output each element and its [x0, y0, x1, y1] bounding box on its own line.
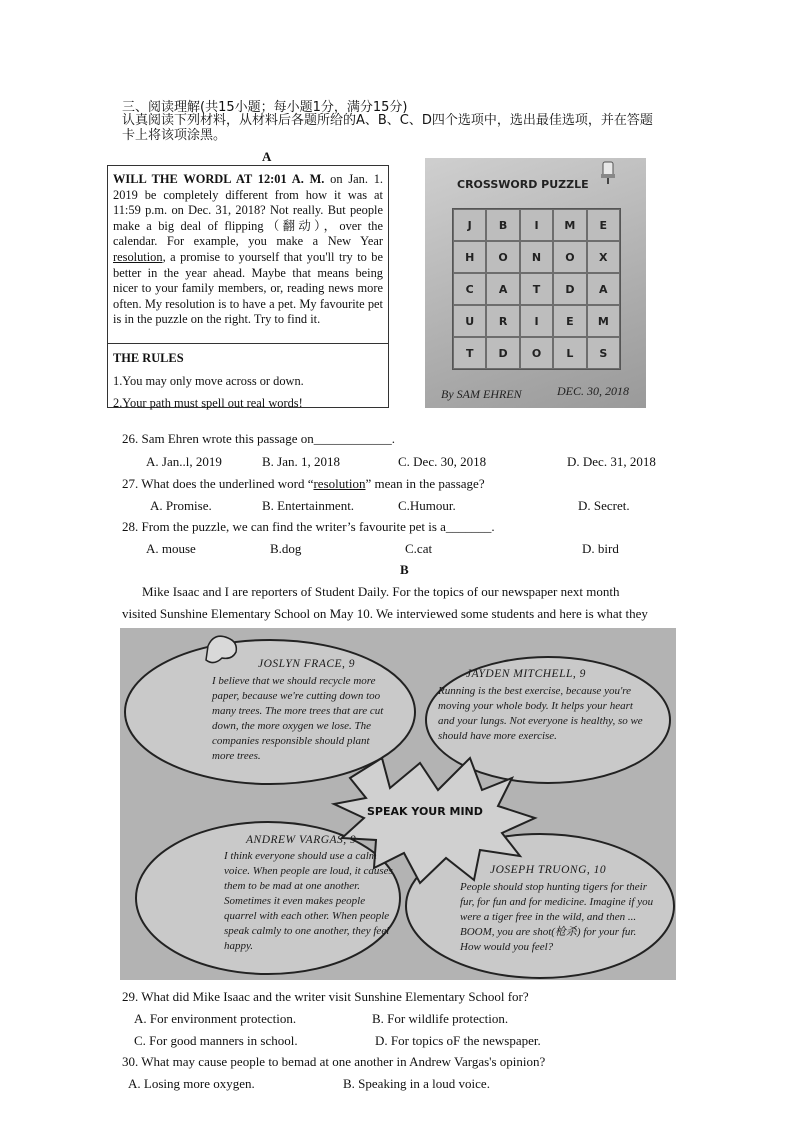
q29-option-d[interactable]: D. For topics oF the newspaper. — [375, 1033, 541, 1048]
q28-option-c[interactable]: C.cat — [405, 541, 433, 556]
puzzle-byline: By SAM EHREN — [441, 387, 522, 401]
q26-option-a[interactable]: A. Jan..l, 2019 — [146, 454, 222, 469]
q28-option-d[interactable]: D. bird — [582, 541, 619, 556]
underlined-word: resolution — [113, 249, 163, 264]
grid-cell: I — [520, 305, 553, 337]
rules-title: THE RULES — [113, 351, 184, 365]
q29-option-c[interactable]: C. For good manners in school. — [134, 1033, 298, 1048]
andrew-text: I think everyone should use a calm voice. When people are loud, it causes them to be mad at one another. Sometimes it even makes people quarrel with each other. When people speak calmly to one another, they feel happy. — [224, 850, 393, 952]
passage-a-text — [108, 166, 388, 328]
grid-cell: T — [520, 273, 553, 305]
speak-your-mind-label: SPEAK YOUR MIND — [367, 805, 483, 818]
passage-b-label: B — [400, 562, 409, 577]
grid-cell: J — [453, 209, 486, 241]
joseph-name: JOSEPH TRUONG, 10 — [490, 864, 607, 876]
rules-section — [108, 343, 388, 414]
passage-a-body-1: on Jan. 1. 2019 be completely different from how it was at 11:59 p.m. on Dec. 31, 2018? Not really. But people make a big deal of flipping（翻动），over the calendar. For example, you make a New Year — [113, 172, 383, 249]
joslyn-text: I believe that we should recycle more paper, because we're cutting down too many trees. The more trees that are cut down, the more oxygen we lose. The companies responsible should plant more trees. — [212, 675, 384, 762]
q27-word: resolution — [313, 476, 366, 491]
passage-b-line-2: visited Sunshine Elementary School on May 10. We interviewed some students and here is what they — [122, 606, 648, 621]
grid-cell: M — [553, 209, 586, 241]
section-heading: 三、阅读理解(共15小题；每小题1分，满分15分) — [122, 100, 408, 115]
grid-cell: L — [553, 337, 586, 369]
joslyn-name: JOSLYN FRACE, 9 — [258, 658, 356, 670]
crossword-puzzle-image — [425, 158, 646, 408]
question-27 — [122, 476, 485, 492]
q28-option-a[interactable]: A. mouse — [146, 541, 196, 556]
passage-a-body-2: , a promise to yourself that you'll try to be better in the year ahead. Maybe that means being nicer to your family members, or, reading news more often. My resolution is to have a pet. My favourite pet is in the puzzle on the right. Try to find it. — [113, 249, 383, 327]
q27-post: ” mean in the passage? — [365, 476, 485, 491]
jayden-text: Running is the best exercise, because you're moving your whole body. It helps your heart and your lungs. Not everyone is healthy, so we should have more exercise. — [438, 685, 643, 742]
passage-b-line-1: Mike Isaac and I are reporters of Student Daily. For the topics of our newspaper next month — [142, 584, 620, 599]
puzzle-date: DEC. 30, 2018 — [557, 384, 629, 398]
puzzle-title: CROSSWORD PUZZLE — [457, 178, 589, 191]
grid-cell: O — [553, 241, 586, 273]
q29-option-a[interactable]: A. For environment protection. — [134, 1011, 297, 1026]
q30-option-a[interactable]: A. Losing more oxygen. — [128, 1076, 255, 1091]
jayden-name: JAYDEN MITCHELL, 9 — [466, 668, 586, 680]
q27-pre: 27. What does the underlined word “ — [122, 476, 314, 491]
grid-cell: E — [587, 209, 620, 241]
grid-cell: R — [486, 305, 519, 337]
joseph-text: People should stop hunting tigers for their fur, for fun and for medicine. Imagine if you were a tiger free in the wild, and then ... BOOM, you are shot(枪杀) for your fur. How would you feel? — [460, 881, 654, 953]
question-28: 28. From the puzzle, we can find the writer’s favourite pet is a_______. — [122, 519, 495, 534]
grid-cell: E — [553, 305, 586, 337]
grid-cell: B — [486, 209, 519, 241]
rule-1: 1.You may only move across or down. — [113, 374, 304, 388]
q26-option-c[interactable]: C. Dec. 30, 2018 — [398, 454, 487, 469]
andrew-name: ANDREW VARGAS, 9 — [246, 834, 357, 846]
passage-a-headline: WILL THE WORDL AT 12:01 A. M. — [113, 172, 325, 186]
q26-option-d[interactable]: D. Dec. 31, 2018 — [567, 454, 656, 469]
q29-option-b[interactable]: B. For wildlife protection. — [372, 1011, 509, 1026]
q30-option-b[interactable]: B. Speaking in a loud voice. — [343, 1076, 490, 1091]
q27-option-d[interactable]: D. Secret. — [578, 498, 630, 513]
grid-cell: C — [453, 273, 486, 305]
question-30: 30. What may cause people to bemad at one another in Andrew Vargas's opinion? — [122, 1054, 546, 1069]
q26-option-b[interactable]: B. Jan. 1, 2018 — [262, 454, 340, 469]
q27-option-a[interactable]: A. Promise. — [150, 498, 212, 513]
speak-your-mind-image — [120, 628, 676, 980]
grid-cell: H — [453, 241, 486, 273]
instructions: 认真阅读下列材料，从材料后各题所给的A、B、C、D四个选项中，选出最佳选项，并在答题卡上将该项涂黑。 — [122, 113, 653, 143]
grid-cell: U — [453, 305, 486, 337]
question-29: 29. What did Mike Isaac and the writer visit Sunshine Elementary School for? — [122, 989, 529, 1004]
grid-cell: A — [486, 273, 519, 305]
grid-cell: D — [553, 273, 586, 305]
grid-cell: X — [587, 241, 620, 273]
grid-cell: D — [486, 337, 519, 369]
question-26: 26. Sam Ehren wrote this passage on____________. — [122, 431, 395, 446]
grid-cell: M — [587, 305, 620, 337]
grid-cell: S — [587, 337, 620, 369]
grid-cell: T — [453, 337, 486, 369]
pushpin-icon — [597, 160, 619, 184]
passage-a-box — [107, 165, 389, 408]
q27-option-b[interactable]: B. Entertainment. — [262, 498, 355, 513]
q28-option-b[interactable]: B.dog — [270, 541, 302, 556]
q27-option-c[interactable]: C.Humour. — [398, 498, 456, 513]
grid-cell: O — [486, 241, 519, 273]
passage-a-label: A — [262, 149, 272, 164]
grid-cell: A — [587, 273, 620, 305]
grid-cell: N — [520, 241, 553, 273]
grid-cell: I — [520, 209, 553, 241]
puzzle-grid — [452, 208, 621, 370]
grid-cell: O — [520, 337, 553, 369]
rule-2: 2.Your path must spell out real words! — [113, 396, 303, 410]
